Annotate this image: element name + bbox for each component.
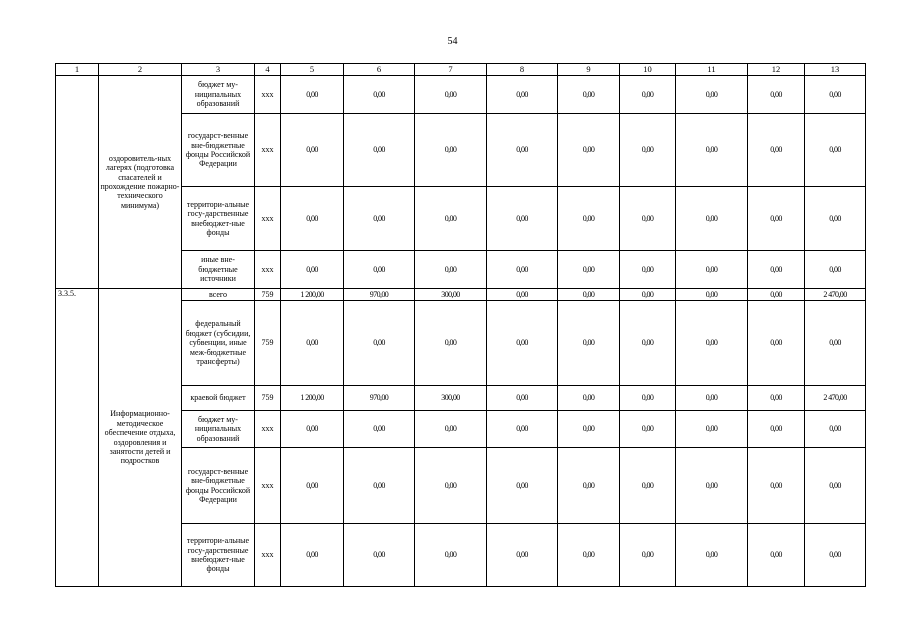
value-cell: 0,00 — [344, 524, 415, 587]
value-cell: 0,00 — [676, 76, 748, 114]
funding-source: территори-альные госу-дарственные внебюджет-ные фонды — [182, 524, 255, 587]
column-header: 6 — [344, 64, 415, 76]
value-cell: 2 470,00 — [805, 289, 866, 301]
budget-code: ххх — [255, 448, 281, 524]
value-cell: 0,00 — [558, 187, 620, 251]
funding-source: государст-венные вне-бюджетные фонды Российской Федерации — [182, 448, 255, 524]
column-header: 12 — [748, 64, 805, 76]
value-cell: 0,00 — [344, 187, 415, 251]
value-cell: 0,00 — [415, 76, 487, 114]
value-cell: 0,00 — [344, 76, 415, 114]
budget-code: ххх — [255, 76, 281, 114]
value-cell: 300,00 — [415, 386, 487, 411]
item-name: оздоровитель-ных лагерях (подготовка спасателей и прохождение пожарно-технического минимума) — [99, 76, 182, 289]
funding-source: всего — [182, 289, 255, 301]
value-cell: 2 470,00 — [805, 386, 866, 411]
value-cell: 0,00 — [620, 187, 676, 251]
value-cell: 0,00 — [620, 76, 676, 114]
value-cell: 0,00 — [620, 524, 676, 587]
budget-code: 759 — [255, 301, 281, 386]
value-cell: 0,00 — [281, 76, 344, 114]
table-row — [56, 289, 866, 301]
value-cell: 0,00 — [487, 76, 558, 114]
value-cell: 0,00 — [487, 301, 558, 386]
value-cell: 0,00 — [558, 448, 620, 524]
value-cell: 0,00 — [415, 448, 487, 524]
value-cell: 0,00 — [620, 411, 676, 448]
value-cell: 0,00 — [805, 76, 866, 114]
value-cell: 0,00 — [676, 251, 748, 289]
column-header: 2 — [99, 64, 182, 76]
value-cell: 0,00 — [487, 411, 558, 448]
value-cell: 0,00 — [487, 524, 558, 587]
budget-code: ххх — [255, 524, 281, 587]
column-header: 4 — [255, 64, 281, 76]
value-cell: 0,00 — [676, 411, 748, 448]
value-cell: 0,00 — [805, 114, 866, 187]
value-cell: 0,00 — [281, 187, 344, 251]
value-cell: 0,00 — [281, 301, 344, 386]
value-cell: 0,00 — [415, 524, 487, 587]
value-cell: 0,00 — [748, 411, 805, 448]
value-cell: 0,00 — [487, 448, 558, 524]
value-cell: 0,00 — [558, 386, 620, 411]
value-cell: 0,00 — [558, 289, 620, 301]
column-header: 10 — [620, 64, 676, 76]
value-cell: 0,00 — [676, 524, 748, 587]
value-cell: 0,00 — [344, 114, 415, 187]
value-cell: 0,00 — [281, 251, 344, 289]
value-cell: 0,00 — [676, 289, 748, 301]
budget-code: 759 — [255, 386, 281, 411]
item-code — [56, 76, 99, 289]
page-number: 54 — [447, 36, 458, 47]
value-cell: 0,00 — [558, 251, 620, 289]
value-cell: 0,00 — [558, 524, 620, 587]
column-header: 9 — [558, 64, 620, 76]
value-cell: 0,00 — [487, 187, 558, 251]
budget-code: ххх — [255, 251, 281, 289]
value-cell: 0,00 — [344, 411, 415, 448]
value-cell: 0,00 — [620, 114, 676, 187]
table-row — [56, 76, 866, 114]
value-cell: 0,00 — [344, 448, 415, 524]
value-cell: 0,00 — [620, 448, 676, 524]
value-cell: 0,00 — [748, 386, 805, 411]
value-cell: 0,00 — [415, 114, 487, 187]
table-header-row — [56, 64, 866, 76]
funding-source: бюджет му-ниципальных образований — [182, 76, 255, 114]
value-cell: 0,00 — [281, 411, 344, 448]
budget-code: ххх — [255, 114, 281, 187]
value-cell: 970,00 — [344, 386, 415, 411]
value-cell: 0,00 — [805, 411, 866, 448]
value-cell: 970,00 — [344, 289, 415, 301]
value-cell: 0,00 — [748, 187, 805, 251]
value-cell: 0,00 — [558, 76, 620, 114]
value-cell: 0,00 — [620, 301, 676, 386]
value-cell: 0,00 — [620, 251, 676, 289]
value-cell: 0,00 — [805, 301, 866, 386]
value-cell: 0,00 — [805, 187, 866, 251]
value-cell: 0,00 — [805, 448, 866, 524]
value-cell: 0,00 — [415, 187, 487, 251]
value-cell: 1 200,00 — [281, 289, 344, 301]
column-header: 8 — [487, 64, 558, 76]
budget-table — [55, 63, 866, 587]
value-cell: 0,00 — [805, 251, 866, 289]
value-cell: 0,00 — [676, 386, 748, 411]
value-cell: 0,00 — [558, 301, 620, 386]
funding-source: иные вне-бюджетные источники — [182, 251, 255, 289]
column-header: 11 — [676, 64, 748, 76]
value-cell: 0,00 — [344, 301, 415, 386]
value-cell: 300,00 — [415, 289, 487, 301]
value-cell: 0,00 — [748, 76, 805, 114]
funding-source: федеральный бюджет (субсидии, субвенции, иные меж-бюджетные трансферты) — [182, 301, 255, 386]
value-cell: 0,00 — [748, 114, 805, 187]
value-cell: 0,00 — [281, 524, 344, 587]
value-cell: 0,00 — [805, 524, 866, 587]
value-cell: 0,00 — [676, 301, 748, 386]
column-header: 13 — [805, 64, 866, 76]
value-cell: 0,00 — [748, 524, 805, 587]
value-cell: 0,00 — [748, 448, 805, 524]
value-cell: 0,00 — [748, 251, 805, 289]
budget-code: 759 — [255, 289, 281, 301]
funding-source: бюджет му-ниципальных образований — [182, 411, 255, 448]
column-header: 7 — [415, 64, 487, 76]
value-cell: 0,00 — [558, 114, 620, 187]
value-cell: 0,00 — [487, 386, 558, 411]
value-cell: 0,00 — [558, 411, 620, 448]
value-cell: 0,00 — [676, 187, 748, 251]
value-cell: 0,00 — [487, 251, 558, 289]
value-cell: 0,00 — [748, 301, 805, 386]
column-header: 3 — [182, 64, 255, 76]
value-cell: 0,00 — [676, 114, 748, 187]
funding-source: государст-венные вне-бюджетные фонды Российской Федерации — [182, 114, 255, 187]
value-cell: 0,00 — [620, 386, 676, 411]
value-cell: 0,00 — [415, 301, 487, 386]
funding-source: краевой бюджет — [182, 386, 255, 411]
budget-code: ххх — [255, 411, 281, 448]
column-header: 5 — [281, 64, 344, 76]
value-cell: 0,00 — [281, 114, 344, 187]
value-cell: 0,00 — [344, 251, 415, 289]
value-cell: 0,00 — [676, 448, 748, 524]
value-cell: 0,00 — [748, 289, 805, 301]
item-name: Информационно-методическое обеспечение отдыха, оздоровления и занятости детей и подростков — [99, 289, 182, 587]
column-header: 1 — [56, 64, 99, 76]
value-cell: 0,00 — [487, 289, 558, 301]
value-cell: 0,00 — [415, 411, 487, 448]
funding-source: территори-альные госу-дарственные внебюджет-ные фонды — [182, 187, 255, 251]
value-cell: 0,00 — [415, 251, 487, 289]
value-cell: 0,00 — [487, 114, 558, 187]
budget-code: ххх — [255, 187, 281, 251]
item-code: 3.3.5. — [56, 289, 99, 587]
value-cell: 1 200,00 — [281, 386, 344, 411]
value-cell: 0,00 — [620, 289, 676, 301]
value-cell: 0,00 — [281, 448, 344, 524]
